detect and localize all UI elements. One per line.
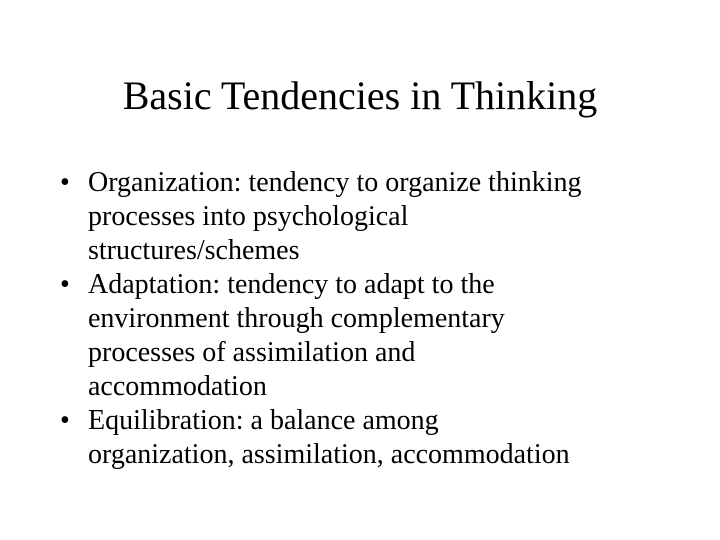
bullet-item-organization (60, 166, 700, 268)
bullet-list (60, 166, 700, 472)
bullet-text-line: processes into psychological (88, 201, 409, 232)
bullet-item-adaptation (60, 268, 700, 404)
bullet-text-line: Adaptation: tendency to adapt to the (88, 269, 495, 300)
bullet-text-line: processes of assimilation and (88, 337, 416, 368)
bullet-text-line: structures/schemes (88, 235, 300, 266)
bullet-item-equilibration (60, 404, 700, 472)
slide-title: Basic Tendencies in Thinking (122, 73, 598, 118)
bullet-icon: • (60, 269, 70, 300)
bullet-text-line: Organization: tendency to organize thinking (88, 167, 582, 198)
bullet-text-line: Equilibration: a balance among (88, 405, 439, 436)
bullet-icon: • (60, 167, 70, 198)
bullet-text-line: environment through complementary (88, 303, 505, 334)
bullet-icon: • (60, 405, 70, 436)
bullet-text-line: accommodation (88, 371, 267, 402)
bullet-text-line: organization, assimilation, accommodation (88, 439, 570, 470)
